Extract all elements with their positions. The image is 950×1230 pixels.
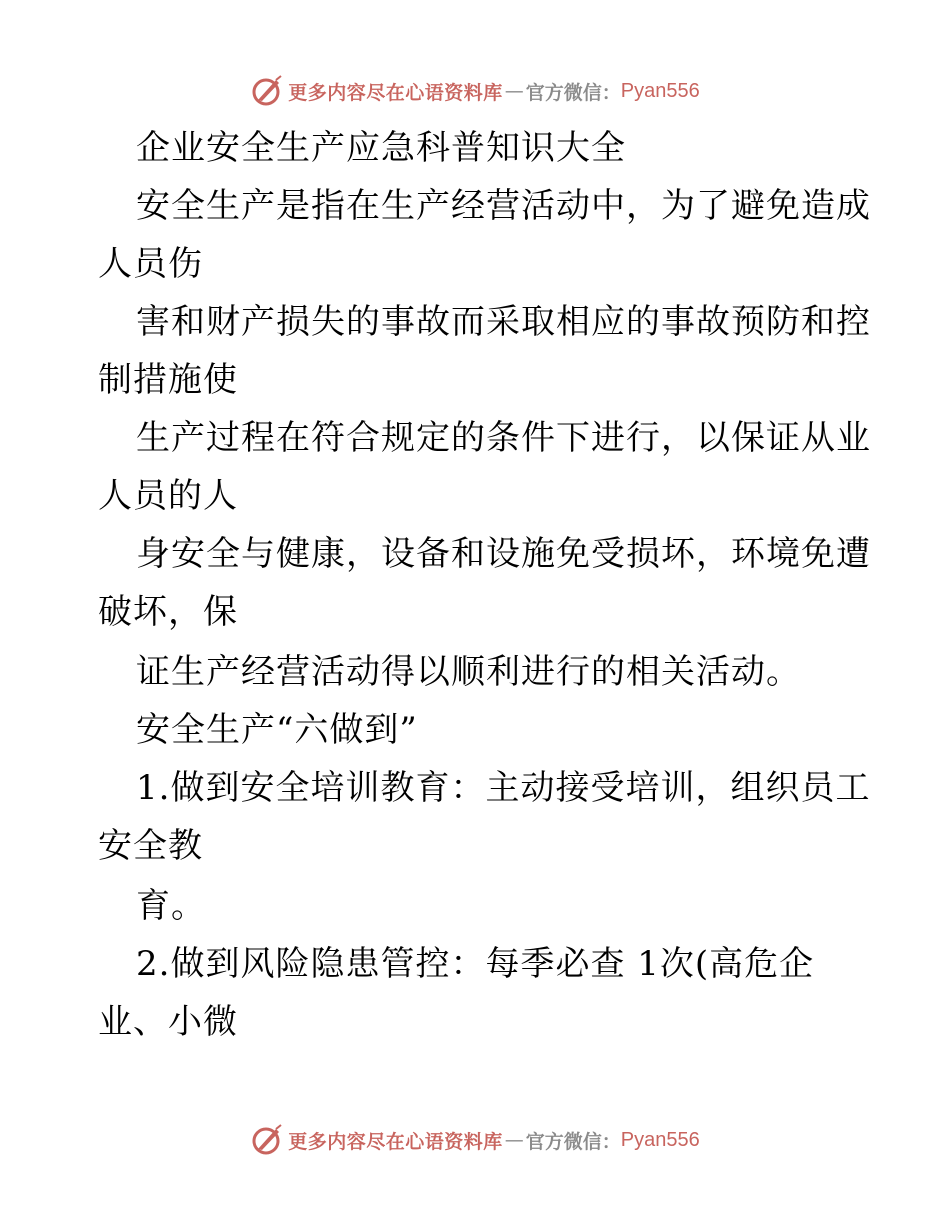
paragraph-line: 生产过程在符合规定的条件下进行，以保证从业 bbox=[136, 418, 871, 458]
paragraph-line: 安全生产是指在生产经营活动中，为了避免造成 bbox=[136, 186, 871, 226]
footer-watermark bbox=[0, 1120, 950, 1160]
list-item-line: 业、小微 bbox=[98, 1002, 238, 1042]
paragraph-line: 人员伤 bbox=[98, 244, 203, 284]
watermark-wechat-id: Pyan556 bbox=[620, 1128, 700, 1151]
watermark-brand: 更多内容尽在心语资料库 bbox=[288, 1130, 503, 1153]
quill-pen-logo-icon bbox=[250, 1123, 284, 1157]
paragraph-line: 身安全与健康，设备和设施免受损坏，环境免遭 bbox=[136, 534, 871, 574]
list-item-line: 1.做到安全培训教育：主动接受培训，组织员工 bbox=[136, 768, 871, 808]
paragraph-line: 害和财产损失的事故而采取相应的事故预防和控 bbox=[136, 302, 871, 342]
paragraph-line: 人员的人 bbox=[98, 476, 238, 516]
header-watermark bbox=[0, 71, 950, 111]
paragraph-line: 证生产经营活动得以顺利进行的相关活动。 bbox=[136, 652, 801, 692]
watermark-brand: 更多内容尽在心语资料库 bbox=[288, 81, 503, 104]
quill-pen-logo-icon bbox=[250, 74, 284, 108]
paragraph-line: 制措施使 bbox=[98, 360, 238, 400]
list-item-line: 2.做到风险隐患管控：每季必查 1次(高危企 bbox=[136, 944, 815, 984]
list-item-line: 安全教 bbox=[98, 826, 203, 866]
watermark-dash: — bbox=[504, 80, 524, 102]
watermark-label: 官方微信： bbox=[525, 1130, 621, 1153]
watermark-label: 官方微信： bbox=[525, 81, 621, 104]
watermark-wechat-id: Pyan556 bbox=[620, 79, 700, 102]
watermark-dash: — bbox=[504, 1129, 524, 1151]
list-item-line: 育。 bbox=[136, 886, 206, 926]
document-title: 企业安全生产应急科普知识大全 bbox=[136, 128, 626, 168]
section-heading: 安全生产“六做到” bbox=[136, 710, 418, 750]
paragraph-line: 破坏，保 bbox=[98, 592, 238, 632]
